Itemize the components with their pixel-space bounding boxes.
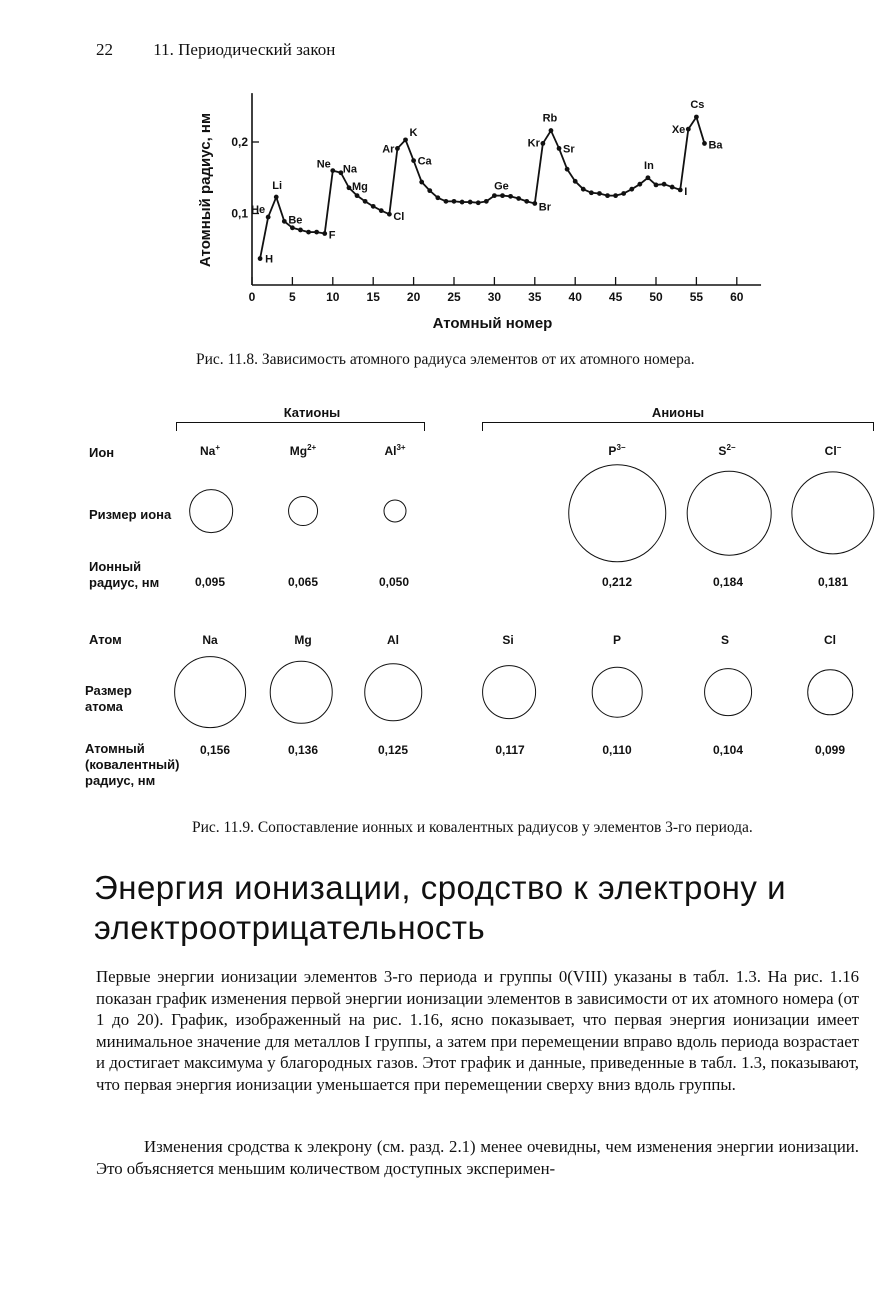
series-segment	[406, 140, 414, 161]
atom-na-label: Na	[202, 633, 218, 647]
row-label-ion: Ион	[89, 445, 115, 460]
series-segment	[389, 148, 397, 214]
y-tick-label: 0,2	[231, 135, 248, 149]
series-segment	[325, 171, 333, 234]
data-point	[460, 200, 465, 205]
row-label-ion-size: Ризмер иона	[89, 507, 172, 522]
x-tick-label: 15	[366, 290, 380, 304]
x-tick-label: 60	[730, 290, 744, 304]
data-point	[476, 200, 481, 205]
atom-si-label: Si	[502, 633, 514, 647]
cations-bracket	[176, 422, 425, 431]
ion-s-label: $S^{2-}$	[718, 443, 736, 458]
x-tick-label: 35	[528, 290, 542, 304]
series-segment	[268, 197, 276, 217]
data-point	[500, 193, 505, 198]
element-label-ne: Ne	[316, 158, 331, 171]
atom-p-circle	[592, 667, 643, 718]
data-point	[452, 199, 457, 204]
cations-label: Катионы	[283, 405, 341, 420]
data-point	[581, 187, 586, 192]
element-label-he: He	[251, 204, 266, 217]
data-point	[484, 199, 489, 204]
data-point	[314, 230, 319, 235]
data-point	[694, 115, 699, 120]
atom-cl-label: Cl	[824, 633, 836, 647]
data-point	[322, 231, 327, 236]
data-point	[379, 208, 384, 213]
data-point	[492, 193, 497, 198]
element-label-li: Li	[272, 180, 283, 193]
ionic-covalent-radii-figure	[0, 395, 883, 805]
x-tick-label: 30	[487, 290, 502, 304]
atom-mg-label: Mg	[294, 633, 312, 647]
element-label-be: Be	[288, 214, 303, 227]
atom-s-label: S	[720, 633, 730, 647]
data-point	[516, 196, 521, 201]
atom-s-radius: 0,104	[712, 743, 744, 757]
data-point	[403, 137, 408, 142]
data-point	[427, 188, 432, 193]
atom-mg-radius: 0,136	[287, 743, 319, 757]
data-point	[330, 168, 335, 173]
row-label-atom: Атом	[89, 632, 122, 647]
element-label-br: Br	[538, 201, 552, 214]
data-point	[387, 212, 392, 217]
data-point	[670, 185, 675, 190]
element-label-xe: Xe	[671, 124, 686, 137]
page-number: 22	[96, 40, 113, 59]
data-point	[613, 193, 618, 198]
ion-s-circle	[687, 471, 772, 556]
section-title: Энергия ионизации, сродство к электрону и электроотрицательность	[94, 869, 787, 946]
x-axis-title: Атомный номер	[432, 315, 553, 332]
data-point	[371, 204, 376, 209]
data-point	[557, 146, 562, 151]
data-point	[565, 167, 570, 172]
data-point	[621, 191, 626, 196]
data-point	[419, 180, 424, 185]
data-point	[508, 194, 513, 199]
x-tick-label: 0	[248, 290, 256, 304]
data-point	[532, 201, 537, 206]
element-label-mg: Mg	[351, 180, 368, 193]
element-label-ca: Ca	[417, 155, 432, 168]
atomic-radius-chart	[0, 0, 883, 350]
ion-al-circle	[384, 500, 407, 523]
ion-na-label: Na+	[199, 443, 221, 458]
data-point	[605, 193, 610, 198]
data-point	[686, 127, 691, 132]
element-label-ge: Ge	[494, 180, 509, 193]
ion-p-radius: 0,212	[601, 575, 633, 589]
series-segment	[260, 217, 268, 258]
element-label-sr: Sr	[563, 143, 575, 156]
y-axis-title: Атомный радиус, нм	[197, 112, 214, 268]
ion-al-radius: 0,050	[378, 575, 410, 589]
paragraph-1: Первые энергии ионизации элементов 3-го периода и группы 0(VIII) указаны в табл. 1.3. На рис. 1.16 показан график изменения первой энергии ионизации элементов в зависимости от их атомного номера (от 1 до 20). График, изображенный на рис. 1.16, ясно показывает, что первая энергия ионизации имеет минимальное значение для металлов I группы, а затем при перемещении вправо вдоль периода возрастает и достигает максимума у благородных газов. Этот график и данные, приведенные в табл. 1.3, показывают, что первая энергия ионизации уменьшается при перемещении сверху вниз вдоль группы.	[96, 967, 859, 1094]
series-segment	[696, 117, 704, 143]
data-point	[629, 187, 634, 192]
atom-al-circle	[364, 663, 422, 721]
data-point	[646, 175, 651, 180]
ion-na-circle	[189, 489, 233, 533]
data-point	[597, 191, 602, 196]
element-label-in: In	[644, 159, 654, 172]
ion-mg-circle	[288, 496, 318, 526]
data-point	[662, 182, 667, 187]
element-label-h: H	[265, 253, 274, 266]
element-label-rb: Rb	[542, 112, 558, 125]
data-point	[654, 183, 659, 188]
x-tick-label: 20	[406, 290, 421, 304]
paragraph-2: Изменения сродства к элекрону (см. разд. 2.1) менее очевидны, чем изменения энергии ионизации. Это объясняется меньшим количеством доступных эксперимен-	[96, 1137, 859, 1178]
x-tick-label: 10	[326, 290, 340, 304]
x-tick-label: 45	[608, 290, 623, 304]
data-point	[444, 199, 449, 204]
atom-na-circle	[174, 656, 246, 728]
atom-mg-circle	[270, 661, 333, 724]
ion-s-radius: 0,184	[712, 575, 744, 589]
element-label-k: K	[409, 126, 418, 139]
atom-si-radius: 0,117	[495, 743, 525, 757]
data-point	[589, 190, 594, 195]
data-point	[306, 230, 311, 235]
data-point	[266, 215, 271, 220]
data-point	[435, 195, 440, 200]
ion-p-circle	[568, 464, 666, 562]
data-point	[468, 200, 473, 205]
chapter-title: 11. Периодический закон	[153, 40, 336, 59]
data-point	[549, 128, 554, 133]
element-label-ar: Ar	[382, 143, 395, 156]
fig9-caption: Рис. 11.9. Сопоставление ионных и ковалентных радиусов у элементов 3-го периода.	[192, 819, 753, 836]
element-label-cs: Cs	[690, 98, 705, 111]
series-segment	[680, 129, 688, 190]
data-point	[274, 195, 279, 200]
x-tick-label: 40	[568, 290, 582, 304]
y-tick-label: 0,1	[231, 206, 248, 221]
data-point	[637, 182, 642, 187]
element-label-na: Na	[342, 163, 357, 176]
data-point	[363, 199, 368, 204]
element-label-i: I	[684, 185, 688, 198]
x-tick-label: 55	[689, 290, 704, 304]
data-point	[678, 188, 683, 193]
atom-p-radius: 0,110	[602, 743, 632, 757]
ion-p-label: $P^{3-}$	[608, 443, 626, 458]
atom-s-circle	[704, 668, 752, 716]
data-point	[282, 219, 287, 224]
ion-al-label: $Al^{3+}$	[384, 443, 406, 458]
atom-si-circle	[482, 665, 536, 719]
element-label-cl: Cl	[393, 211, 405, 224]
ion-mg-label: $Mg^{2+}$	[289, 443, 317, 458]
atom-p-label: P	[612, 633, 622, 647]
row-label-ionic-radius: Ионный радиус, нм	[89, 559, 160, 590]
data-point	[702, 141, 707, 146]
row-label-atomic-radius: Атомный (ковалентный) радиус, нм	[85, 741, 180, 788]
data-point	[258, 256, 263, 261]
ion-cl-radius: 0,181	[817, 575, 849, 589]
data-point	[395, 146, 400, 151]
data-point	[355, 193, 360, 198]
data-point	[347, 185, 352, 190]
data-point	[524, 199, 529, 204]
data-point	[573, 179, 578, 184]
series-segment	[535, 143, 543, 203]
atom-al-label: Al	[387, 633, 399, 647]
data-point	[411, 158, 416, 163]
atom-na-radius: 0,156	[199, 743, 231, 757]
data-point	[540, 141, 545, 146]
fig8-caption: Рис. 11.8. Зависимость атомного радиуса элементов от их атомного номера.	[196, 351, 695, 368]
atom-cl-circle	[807, 669, 853, 715]
atom-al-radius: 0,125	[377, 743, 409, 757]
element-label-kr: Kr	[527, 137, 540, 150]
ion-mg-radius: 0,065	[287, 575, 319, 589]
x-tick-label: 50	[649, 290, 663, 304]
anions-bracket	[482, 422, 874, 431]
x-tick-label: 5	[289, 290, 296, 304]
x-tick-label: 25	[447, 290, 461, 304]
anions-label: Анионы	[651, 405, 705, 420]
row-label-atom-size: Размер атома	[85, 683, 132, 714]
data-point	[298, 228, 303, 233]
ion-na-radius: 0,095	[194, 575, 226, 589]
ion-cl-circle	[791, 471, 874, 554]
series-segment	[551, 131, 559, 149]
series-segment	[276, 197, 284, 221]
ion-cl-label: Cl−	[824, 443, 842, 458]
element-label-f: F	[328, 229, 336, 242]
atom-cl-radius: 0,099	[814, 743, 846, 757]
element-label-ba: Ba	[708, 139, 723, 152]
